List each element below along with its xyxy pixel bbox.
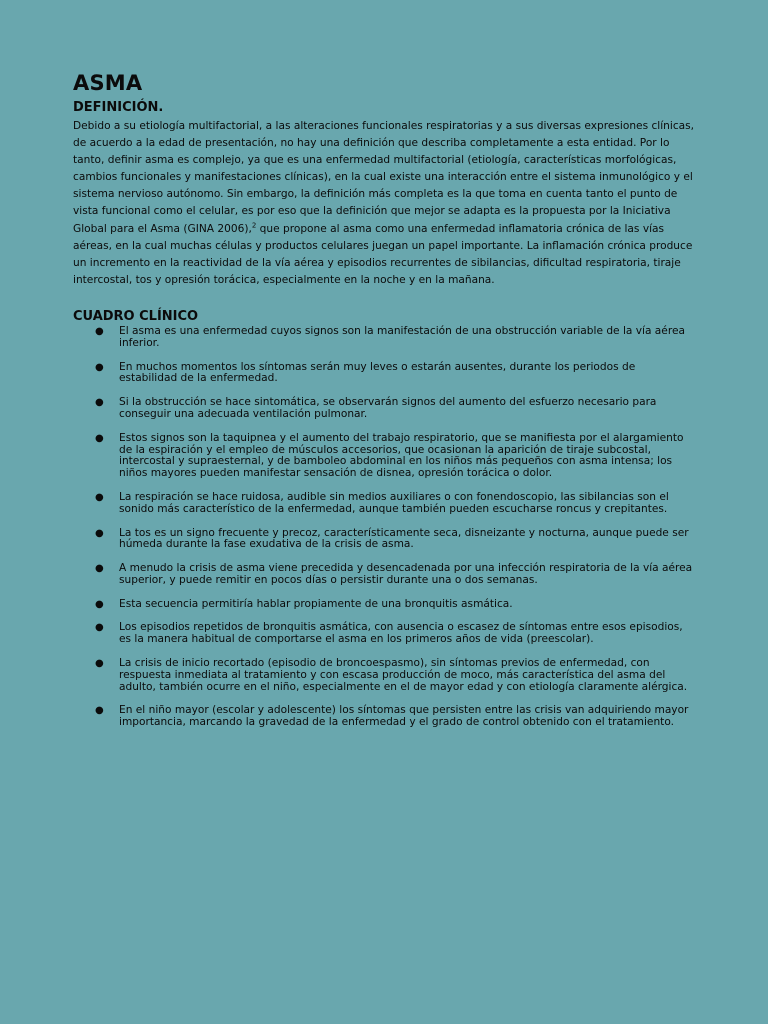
list-item-text: La tos es un signo frecuente y precoz, característicamente seca, disneizante y nocturna, aunque puede ser húmeda durante la fase exudativa de la crisis de asma.: [119, 526, 689, 551]
citation-superscript: 2: [251, 221, 257, 230]
bullet-icon: ●: [95, 432, 104, 444]
list-item: [73, 397, 696, 421]
list-item-text: La crisis de inicio recortado (episodio de broncoespasmo), sin síntomas previos de enfermedad, con respuesta inmediata al tratamiento y con escasa producción de moco, más característica del asma del adulto, también ocurre en el niño, especialmente en el de mayor edad y con etiología claramente alérgica.: [119, 657, 688, 693]
list-item-text: El asma es una enfermedad cuyos signos son la manifestación de una obstrucción variable de la vía aérea inferior.: [119, 324, 685, 349]
bullet-icon: ●: [95, 598, 104, 610]
definition-heading: DEFINICIÓN.: [73, 100, 164, 115]
list-item: [73, 599, 696, 611]
list-item: [73, 563, 696, 587]
definition-text-part-1: Debido a su etiología multifactorial, a las alteraciones funcionales respiratorias y a sus diversas expresiones clínicas, de acuerdo a la edad de presentación, no hay una definición que describa completamente a esta entidad. Por lo tanto, definir asma es complejo, ya que es una enfermedad multifactorial (etiología, características morfológicas, cambios funcionales y manifestaciones clínicas), en la cual existe una interacción entre el sistema inmunológico y el sistema nervioso autónomo. Sin embargo, la definición más completa es la que toma en cuenta tanto el punto de vista funcional como el celular, es por eso que la definición que mejor se adapta es la propuesta por la Iniciativa Global para el Asma (GINA 2006),: [73, 120, 695, 235]
list-item-text: A menudo la crisis de asma viene precedida y desencadenada por una infección respiratoria de la vía aérea superior, y puede remitir en pocos días o persistir durante una o dos semanas.: [119, 562, 693, 586]
bullet-icon: ●: [95, 325, 104, 337]
definition-text-part-2: que propone al asma como una enfermedad inflamatoria crónica de las vías aéreas, en la cual muchas células y productos celulares juegan un papel importante. La inflamación crónica produce un incremento en la reactividad de la vía aérea y episodios recurrentes de sibilancias, dificultad respiratoria, tiraje intercostal, tos y opresión torácica, especialmente en la noche y en la mañana.: [73, 222, 693, 286]
cuadro-clinico-heading: CUADRO CLÍNICO: [73, 308, 199, 324]
list-item: [73, 433, 696, 480]
bullet-icon: ●: [95, 397, 104, 409]
list-item-text: En el niño mayor (escolar y adolescente) los síntomas que persisten entre las crisis van adquiriendo mayor importancia, marcando la gravedad de la enfermedad y el grado de control obtenido con el tratamiento.: [119, 704, 689, 729]
list-item-text: En muchos momentos los síntomas serán muy leves o estarán ausentes, durante los periodos de estabilidad de la enfermedad.: [119, 360, 636, 385]
list-item-text: Estos signos son la taquipnea y el aumento del trabajo respiratorio, que se manifiesta por el alargamiento de la espiración y el empleo de músculos accesorios, que ocasionan la aparición de tiraje subcostal, intercostal y supraesternal, y de bamboleo abdominal en los niños más pequeños con asma intensa; los niños mayores pueden manifestar sensación de disnea, opresión torácica o dolor.: [119, 431, 684, 480]
list-item-text: Esta secuencia permitiría hablar propiamente de una bronquitis asmática.: [119, 597, 513, 610]
list-item: [73, 658, 696, 693]
bullet-icon: ●: [95, 527, 104, 539]
list-item-text: Los episodios repetidos de bronquitis asmática, con ausencia o escasez de síntomas entre esos episodios, es la manera habitual de comportarse el asma en los primeros años de vida (preescolar).: [119, 621, 683, 646]
list-item: [73, 326, 696, 350]
list-item: [73, 492, 696, 516]
bullet-icon: ●: [95, 622, 104, 634]
list-item: [73, 362, 696, 386]
list-item-text: Si la obstrucción se hace sintomática, se observarán signos del aumento del esfuerzo necesario para conseguir una adecuada ventilación pulmonar.: [119, 396, 657, 420]
document-title: ASMA: [73, 71, 143, 95]
bullet-icon: ●: [95, 361, 104, 373]
definition-paragraph: [73, 118, 696, 289]
bullet-icon: ●: [95, 491, 104, 503]
bullet-icon: ●: [95, 563, 104, 575]
list-item: [73, 622, 696, 646]
bullet-icon: ●: [95, 705, 104, 717]
list-item: [73, 705, 696, 729]
list-item: [73, 528, 696, 552]
list-item-text: La respiración se hace ruidosa, audible sin medios auxiliares o con fonendoscopio, las sibilancias son el sonido más característico de la enfermedad, aunque también pueden escucharse roncus y crepitantes.: [119, 490, 669, 515]
bullet-icon: ●: [95, 658, 104, 670]
cuadro-clinico-list: [73, 326, 696, 729]
